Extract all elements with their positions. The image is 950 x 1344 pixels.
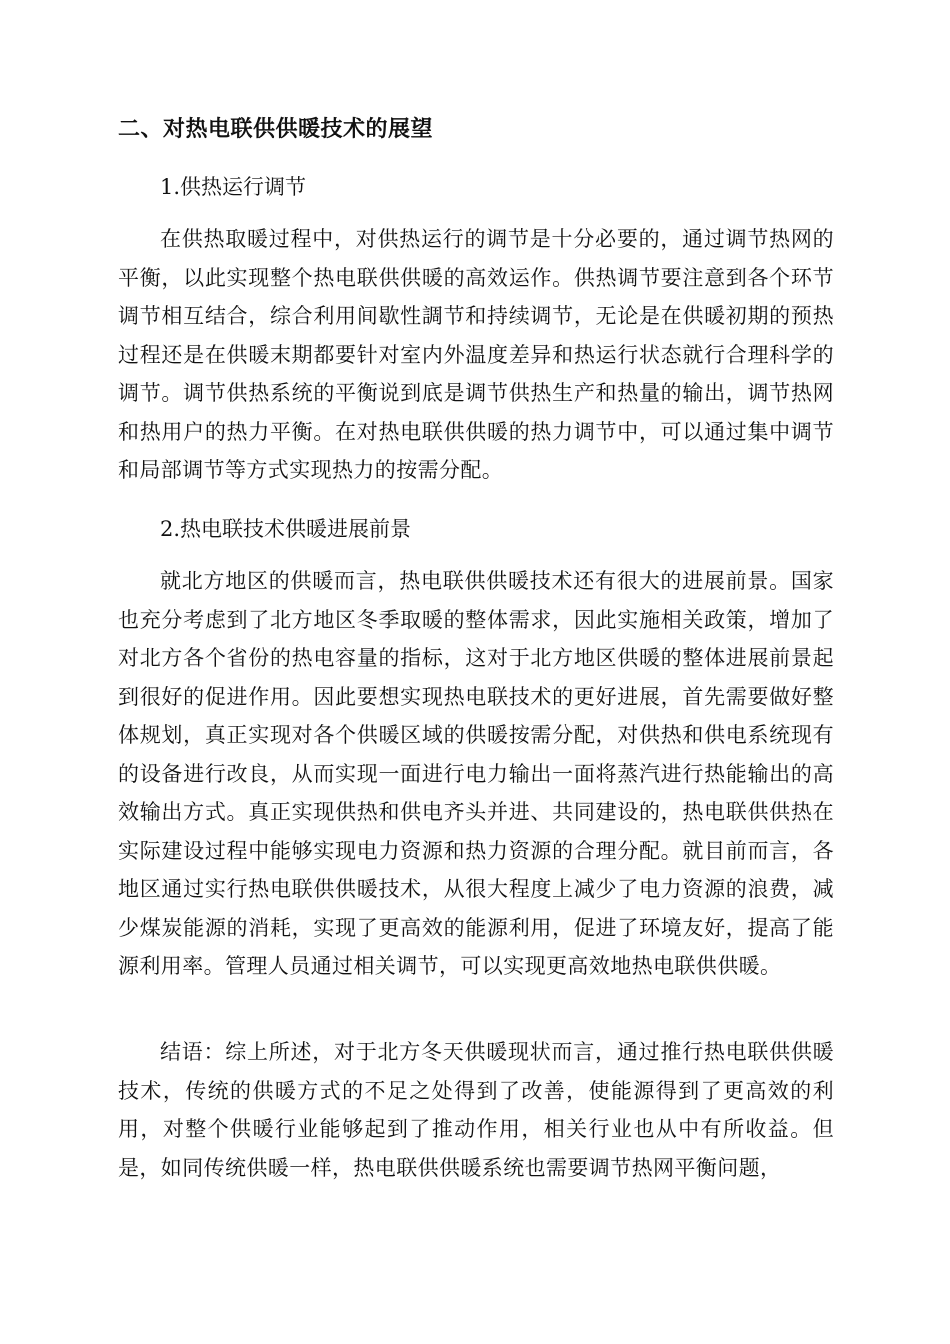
paragraph-conclusion: 结语：综上所述，对于北方冬天供暖现状而言，通过推行热电联供供暖技术，传统的供暖方式的不足之处得到了改善，使能源得到了更高效的利用，对整个供暖行业能够起到了推动作用，相关行业也从中有所收益。但是，如同传统供暖一样，热电联供供暖系统也需要调节热网平衡问题， (118, 1040, 834, 1180)
subsection-title-2: 2.热电联技术供暖进展前景 (160, 517, 412, 541)
section-heading: 二、对热电联供供暖技术的展望 (118, 116, 434, 142)
paragraph-heating-regulation: 在供热取暖过程中，对供热运行的调节是十分必要的，通过调节热网的平衡，以此实现整个热电联供供暖的高效运作。供热调节要注意到各个环节调节相互结合，综合利用间歇性調节和持续调节，无论是在供暖初期的预热过程还是在供暖末期都要针对室内外温度差异和热运行状态就行合理科学的调节。调节供热系统的平衡说到底是调节供热生产和热量的输出，调节热网和热用户的热力平衡。在对热电联供供暖的热力调节中，可以通过集中调节和局部调节等方式实现热力的按需分配。 (118, 227, 834, 482)
subsection-title-1: 1.供热运行调节 (160, 175, 307, 199)
paragraph-development-prospects: 就北方地区的供暖而言，热电联供供暖技术还有很大的进展前景。国家也充分考虑到了北方地区冬季取暖的整体需求，因此实施相关政策，增加了对北方各个省份的热电容量的指标，这对于北方地区供暖的整体进展前景起到很好的促进作用。因此要想实现热电联技术的更好进展，首先需要做好整体规划，真正实现对各个供暖区域的供暖按需分配，对供热和供电系统现有的设备进行改良，从而实现一面进行电力输出一面将蒸汽进行热能输出的高效输出方式。真正实现供热和供电齐头并进、共同建设的，热电联供供热在实际建设过程中能够实现电力资源和热力资源的合理分配。就目前而言，各地区通过实行热电联供供暖技术，从很大程度上减少了电力资源的浪费，减少煤炭能源的消耗，实现了更高效的能源利用，促进了环境友好，提高了能源利用率。管理人员通过相关调节，可以实现更高效地热电联供供暖。 (118, 569, 834, 978)
